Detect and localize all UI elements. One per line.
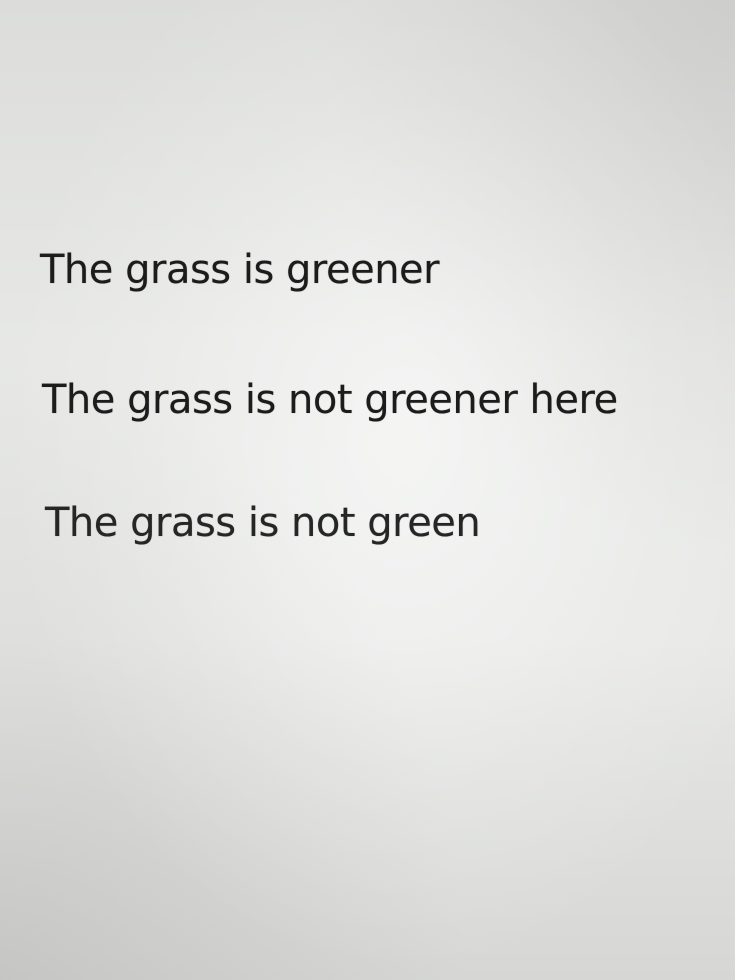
text-line-3: The grass is not green [45,500,481,546]
text-line-1: The grass is greener [40,247,440,293]
text-line-2: The grass is not greener here [42,377,618,423]
